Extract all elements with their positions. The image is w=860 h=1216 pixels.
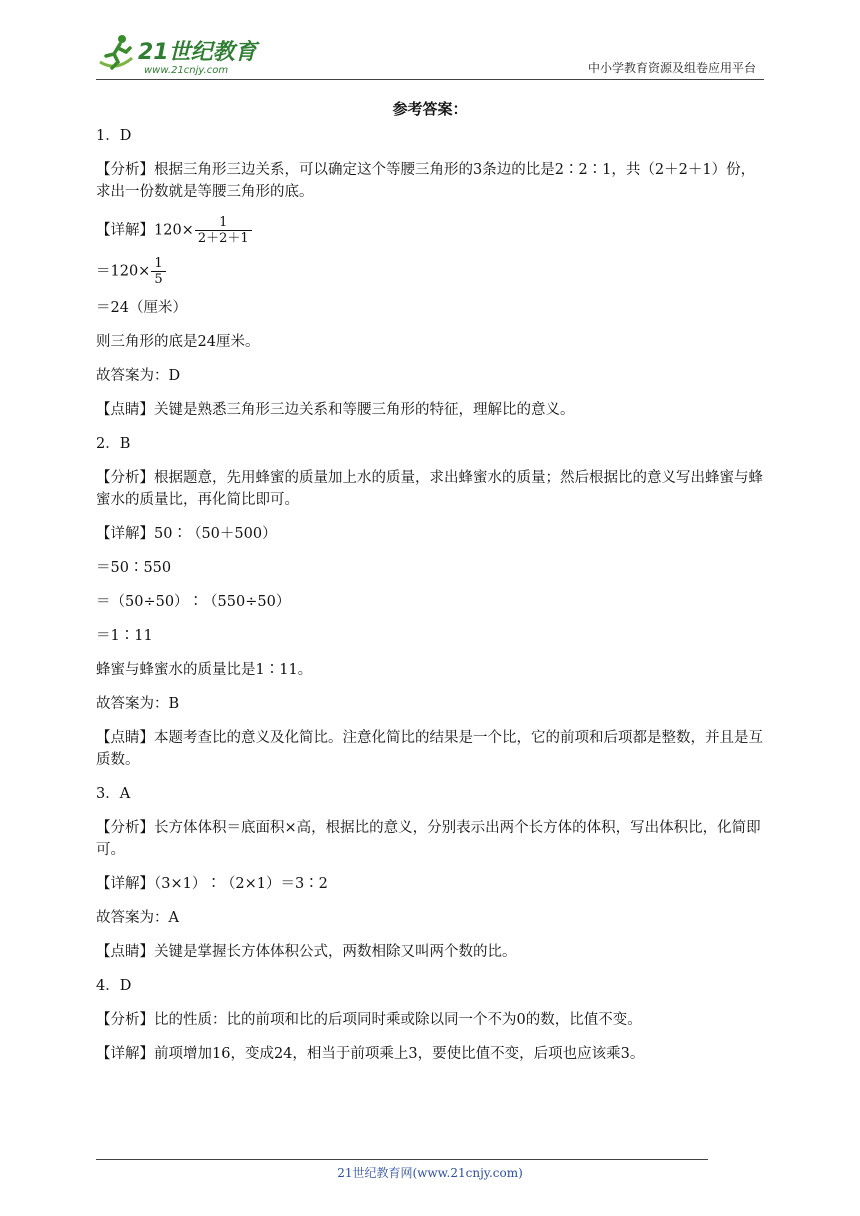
q4-detail: 【详解】前项增加16，变成24，相当于前项乘上3，要使比值不变，后项也应该乘3。 <box>96 1046 645 1062</box>
q3-number: 3．A <box>96 786 131 802</box>
q1-step2: ＝120× $\frac{1}{5}$ <box>96 256 764 287</box>
q2-step2: ＝50∶550 <box>96 560 172 576</box>
page-header <box>96 30 764 80</box>
runner-logo-icon <box>96 32 266 76</box>
q2-answer: 故答案为：B <box>96 696 180 712</box>
q1-step3: ＝24（厘米） <box>96 300 187 316</box>
q1-fraction-1: $\frac{1}{2+2+1}$ <box>195 215 252 246</box>
page-title: 参考答案： <box>392 100 468 118</box>
q1-answer: 故答案为：D <box>96 368 181 384</box>
q3-answer: 故答案为：A <box>96 910 179 926</box>
q2-analysis: 【分析】根据题意，先用蜂蜜的质量加上水的质量，求出蜂蜜水的质量；然后根据比的意义写出蜂蜜与蜂蜜水的质量比，再化简比即可。 <box>96 470 763 508</box>
answer-content <box>96 125 764 1077</box>
q2-step4: ＝1∶11 <box>96 628 153 644</box>
q1-detail-label: 【详解】 <box>96 222 154 239</box>
footer-link[interactable]: 21世纪教育网(www.21cnjy.com) <box>337 1166 523 1180</box>
header-divider <box>96 79 764 80</box>
svg-text:www.21cnjy.com: www.21cnjy.com <box>144 65 229 76</box>
q2-result: 蜂蜜与蜂蜜水的质量比是1∶11。 <box>96 662 313 678</box>
q3-detail: 【详解】（3×1）∶（2×1）＝3∶2 <box>96 876 328 892</box>
svg-text:21世纪教育: 21世纪教育 <box>138 40 257 65</box>
q1-number: 1．D <box>96 128 132 144</box>
q2-step3: ＝（50÷50）∶（550÷50） <box>96 594 291 610</box>
platform-name: 中小学教育资源及组卷应用平台 <box>587 61 756 75</box>
q3-analysis: 【分析】长方体体积＝底面积×高，根据比的意义，分别表示出两个长方体的体积，写出体积比，化简即可。 <box>96 820 761 858</box>
q1-analysis: 【分析】根据三角形三边关系，可以确定这个等腰三角形的3条边的比是2∶2∶1，共（2＋2＋1）份，求出一份数就是等腰三角形的底。 <box>96 162 756 200</box>
q3-comment: 【点睛】关键是掌握长方体体积公式，两数相除又叫两个数的比。 <box>96 944 517 960</box>
q4-analysis: 【分析】比的性质：比的前项和比的后项同时乘或除以同一个不为0的数，比值不变。 <box>96 1012 642 1028</box>
q1-comment: 【点睛】关键是熟悉三角形三边关系和等腰三角形的特征，理解比的意义。 <box>96 402 575 418</box>
q1-detail <box>96 215 764 246</box>
site-logo <box>96 32 266 76</box>
q4-number: 4．D <box>96 978 132 994</box>
q2-number: 2．B <box>96 436 131 452</box>
q1-detail-expr: 120× <box>154 222 194 239</box>
q2-detail: 【详解】50∶（50＋500） <box>96 526 277 542</box>
q1-result: 则三角形的底是24厘米。 <box>96 334 260 350</box>
footer-divider <box>96 1159 708 1160</box>
q2-comment: 【点睛】本题考查比的意义及化简比。注意化简比的结果是一个比，它的前项和后项都是整数，并且是互质数。 <box>96 730 763 768</box>
q1-fraction-2: $\frac{1}{5}$ <box>151 256 165 287</box>
